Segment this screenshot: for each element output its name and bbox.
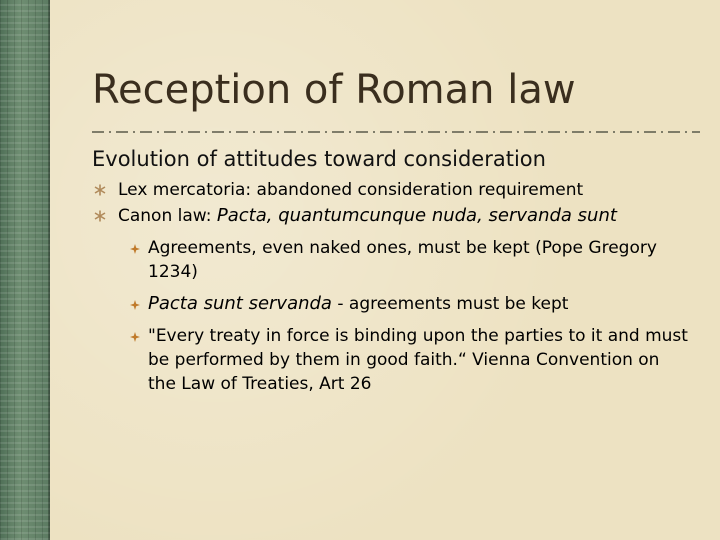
bullet-item xyxy=(92,178,702,202)
title-divider xyxy=(92,130,700,132)
dash-dot-rule xyxy=(92,130,700,134)
bullet-item xyxy=(92,204,702,228)
diamond-star-bullet-icon xyxy=(130,300,140,310)
subbullet-item xyxy=(92,324,688,396)
slide-title: Reception of Roman law xyxy=(92,67,576,113)
left-decorative-strip xyxy=(0,0,50,540)
bullet-text: Lex mercatoria: abandoned consideration requirement xyxy=(118,180,584,200)
subbullet-text: Agreements, even naked ones, must be kept (Pope Gregory 1234) xyxy=(148,238,657,282)
subbullet-item xyxy=(92,292,688,316)
asterisk-bullet-icon xyxy=(94,210,106,222)
subbullet-text: "Every treaty in force is binding upon the parties to it and must be performed by them in good faith.“ Vienna Convention on the Law of Treaties, Art 26 xyxy=(148,326,688,394)
body-heading: Evolution of attitudes toward consideration xyxy=(92,147,546,171)
diamond-star-bullet-icon xyxy=(130,332,140,342)
slide-body xyxy=(92,144,702,396)
subbullet-text-italic: Pacta sunt servanda xyxy=(148,293,332,314)
bullet-text-prefix: Canon law: xyxy=(118,206,217,226)
subbullet-item xyxy=(92,236,688,284)
diamond-star-bullet-icon xyxy=(130,244,140,254)
asterisk-bullet-icon xyxy=(94,184,106,196)
bullet-text-italic: Pacta, quantumcunque nuda, servanda sunt xyxy=(216,205,617,226)
subbullet-text-suffix: - agreements must be kept xyxy=(331,294,569,314)
